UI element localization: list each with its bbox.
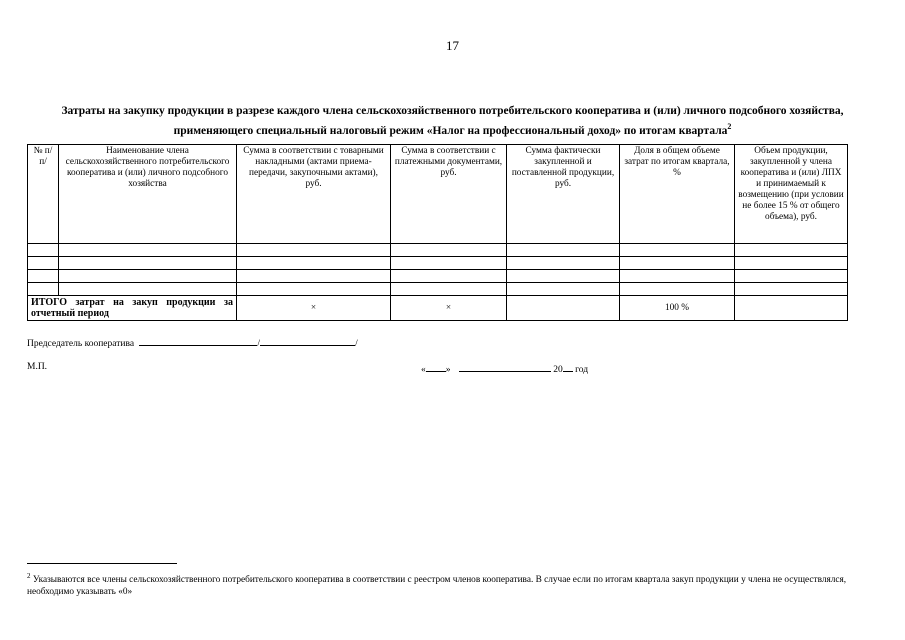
table-cell[interactable] bbox=[237, 283, 391, 296]
table-cell[interactable] bbox=[28, 283, 59, 296]
page-number: 17 bbox=[446, 38, 459, 53]
date-close-quote: » bbox=[445, 365, 451, 375]
table-cell[interactable] bbox=[59, 244, 237, 257]
footnote-text: Указываются все члены сельскохозяйственного потребительского кооператива в соответствии с реестром членов кооператива. В случае если по итогам квартала закуп продукции у члена не осуществлялся, необходимо указывать «0» bbox=[27, 575, 847, 598]
table-cell[interactable] bbox=[620, 270, 735, 283]
table-cell[interactable] bbox=[59, 257, 237, 270]
document-title bbox=[25, 104, 880, 139]
table-cell[interactable] bbox=[391, 283, 507, 296]
table-row bbox=[28, 244, 848, 257]
total-label: ИТОГО затрат на закуп продукции за отчетный период bbox=[28, 296, 237, 321]
footnote-mark: 2 bbox=[27, 572, 31, 580]
footnote-divider bbox=[27, 563, 177, 564]
table-cell[interactable] bbox=[59, 270, 237, 283]
table-row bbox=[28, 283, 848, 296]
table-cell[interactable] bbox=[28, 257, 59, 270]
stamp-label: М.П. bbox=[27, 362, 48, 372]
table-cell[interactable] bbox=[507, 244, 620, 257]
table-cell[interactable] bbox=[620, 283, 735, 296]
table-cell[interactable] bbox=[620, 257, 735, 270]
table-cell[interactable] bbox=[735, 257, 848, 270]
header-share: Доля в общем объеме затрат по итогам квартала, % bbox=[620, 145, 735, 244]
costs-table bbox=[27, 144, 848, 321]
total-row bbox=[28, 296, 848, 321]
table-row bbox=[28, 270, 848, 283]
table-cell[interactable] bbox=[391, 270, 507, 283]
header-sum-actual: Сумма фактически закупленной и поставленной продукции, руб. bbox=[507, 145, 620, 244]
table-cell[interactable] bbox=[735, 283, 848, 296]
footnote bbox=[27, 570, 847, 598]
table-header-row bbox=[28, 145, 848, 244]
table-cell[interactable] bbox=[507, 257, 620, 270]
header-sum-invoices: Сумма в соответствии с товарными накладными (актами приема-передачи, закупочными актами), руб. bbox=[237, 145, 391, 244]
day-field[interactable] bbox=[426, 362, 446, 372]
table-row bbox=[28, 257, 848, 270]
total-sum-actual[interactable] bbox=[507, 296, 620, 321]
title-text: Затраты на закупку продукции в разрезе каждого члена сельскохозяйственного потребительского кооператива и (или) личного подсобного хозяйства, применяющего специальный налоговый режим «Налог на профессиональный доход» по итогам квартала bbox=[61, 105, 844, 137]
total-share: 100 % bbox=[620, 296, 735, 321]
date-open-quote: « bbox=[421, 365, 426, 375]
table-cell[interactable] bbox=[735, 270, 848, 283]
table-cell[interactable] bbox=[735, 244, 848, 257]
table-cell[interactable] bbox=[28, 244, 59, 257]
chairman-label: Председатель кооператива bbox=[27, 339, 135, 349]
slash-2: / bbox=[355, 339, 358, 349]
chairman-name-field[interactable] bbox=[260, 336, 355, 346]
table-cell[interactable] bbox=[59, 283, 237, 296]
table-cell[interactable] bbox=[507, 283, 620, 296]
table-cell[interactable] bbox=[28, 270, 59, 283]
table-cell[interactable] bbox=[237, 270, 391, 283]
year-field[interactable] bbox=[563, 362, 573, 372]
table-cell[interactable] bbox=[620, 244, 735, 257]
month-field[interactable] bbox=[459, 362, 551, 372]
table-cell[interactable] bbox=[391, 257, 507, 270]
slash-1: / bbox=[257, 339, 261, 349]
year-suffix: год bbox=[575, 365, 589, 375]
table-cell[interactable] bbox=[237, 257, 391, 270]
total-sum-payments: × bbox=[391, 296, 507, 321]
title-footnote-mark: 2 bbox=[727, 122, 732, 131]
table-cell[interactable] bbox=[507, 270, 620, 283]
chairman-signature-field[interactable] bbox=[139, 336, 257, 346]
total-volume-reimbursed[interactable] bbox=[735, 296, 848, 321]
year-prefix: 20 bbox=[553, 365, 563, 375]
header-volume-reimbursed: Объем продукции, закупленной у члена кооператива и (или) ЛПХ и принимаемый к возмещению (при условии не более 15 % от общего объема), руб. bbox=[735, 145, 848, 244]
header-member-name: Наименование члена сельскохозяйственного потребительского кооператива и (или) личного подсобного хозяйства bbox=[59, 145, 237, 244]
table-cell[interactable] bbox=[237, 244, 391, 257]
date-line bbox=[421, 362, 588, 375]
table-cell[interactable] bbox=[391, 244, 507, 257]
header-sum-payments: Сумма в соответствии с платежными документами, руб. bbox=[391, 145, 507, 244]
header-number: № п/п/ bbox=[28, 145, 59, 244]
total-sum-invoices: × bbox=[237, 296, 391, 321]
chairman-signature-line bbox=[27, 336, 358, 349]
